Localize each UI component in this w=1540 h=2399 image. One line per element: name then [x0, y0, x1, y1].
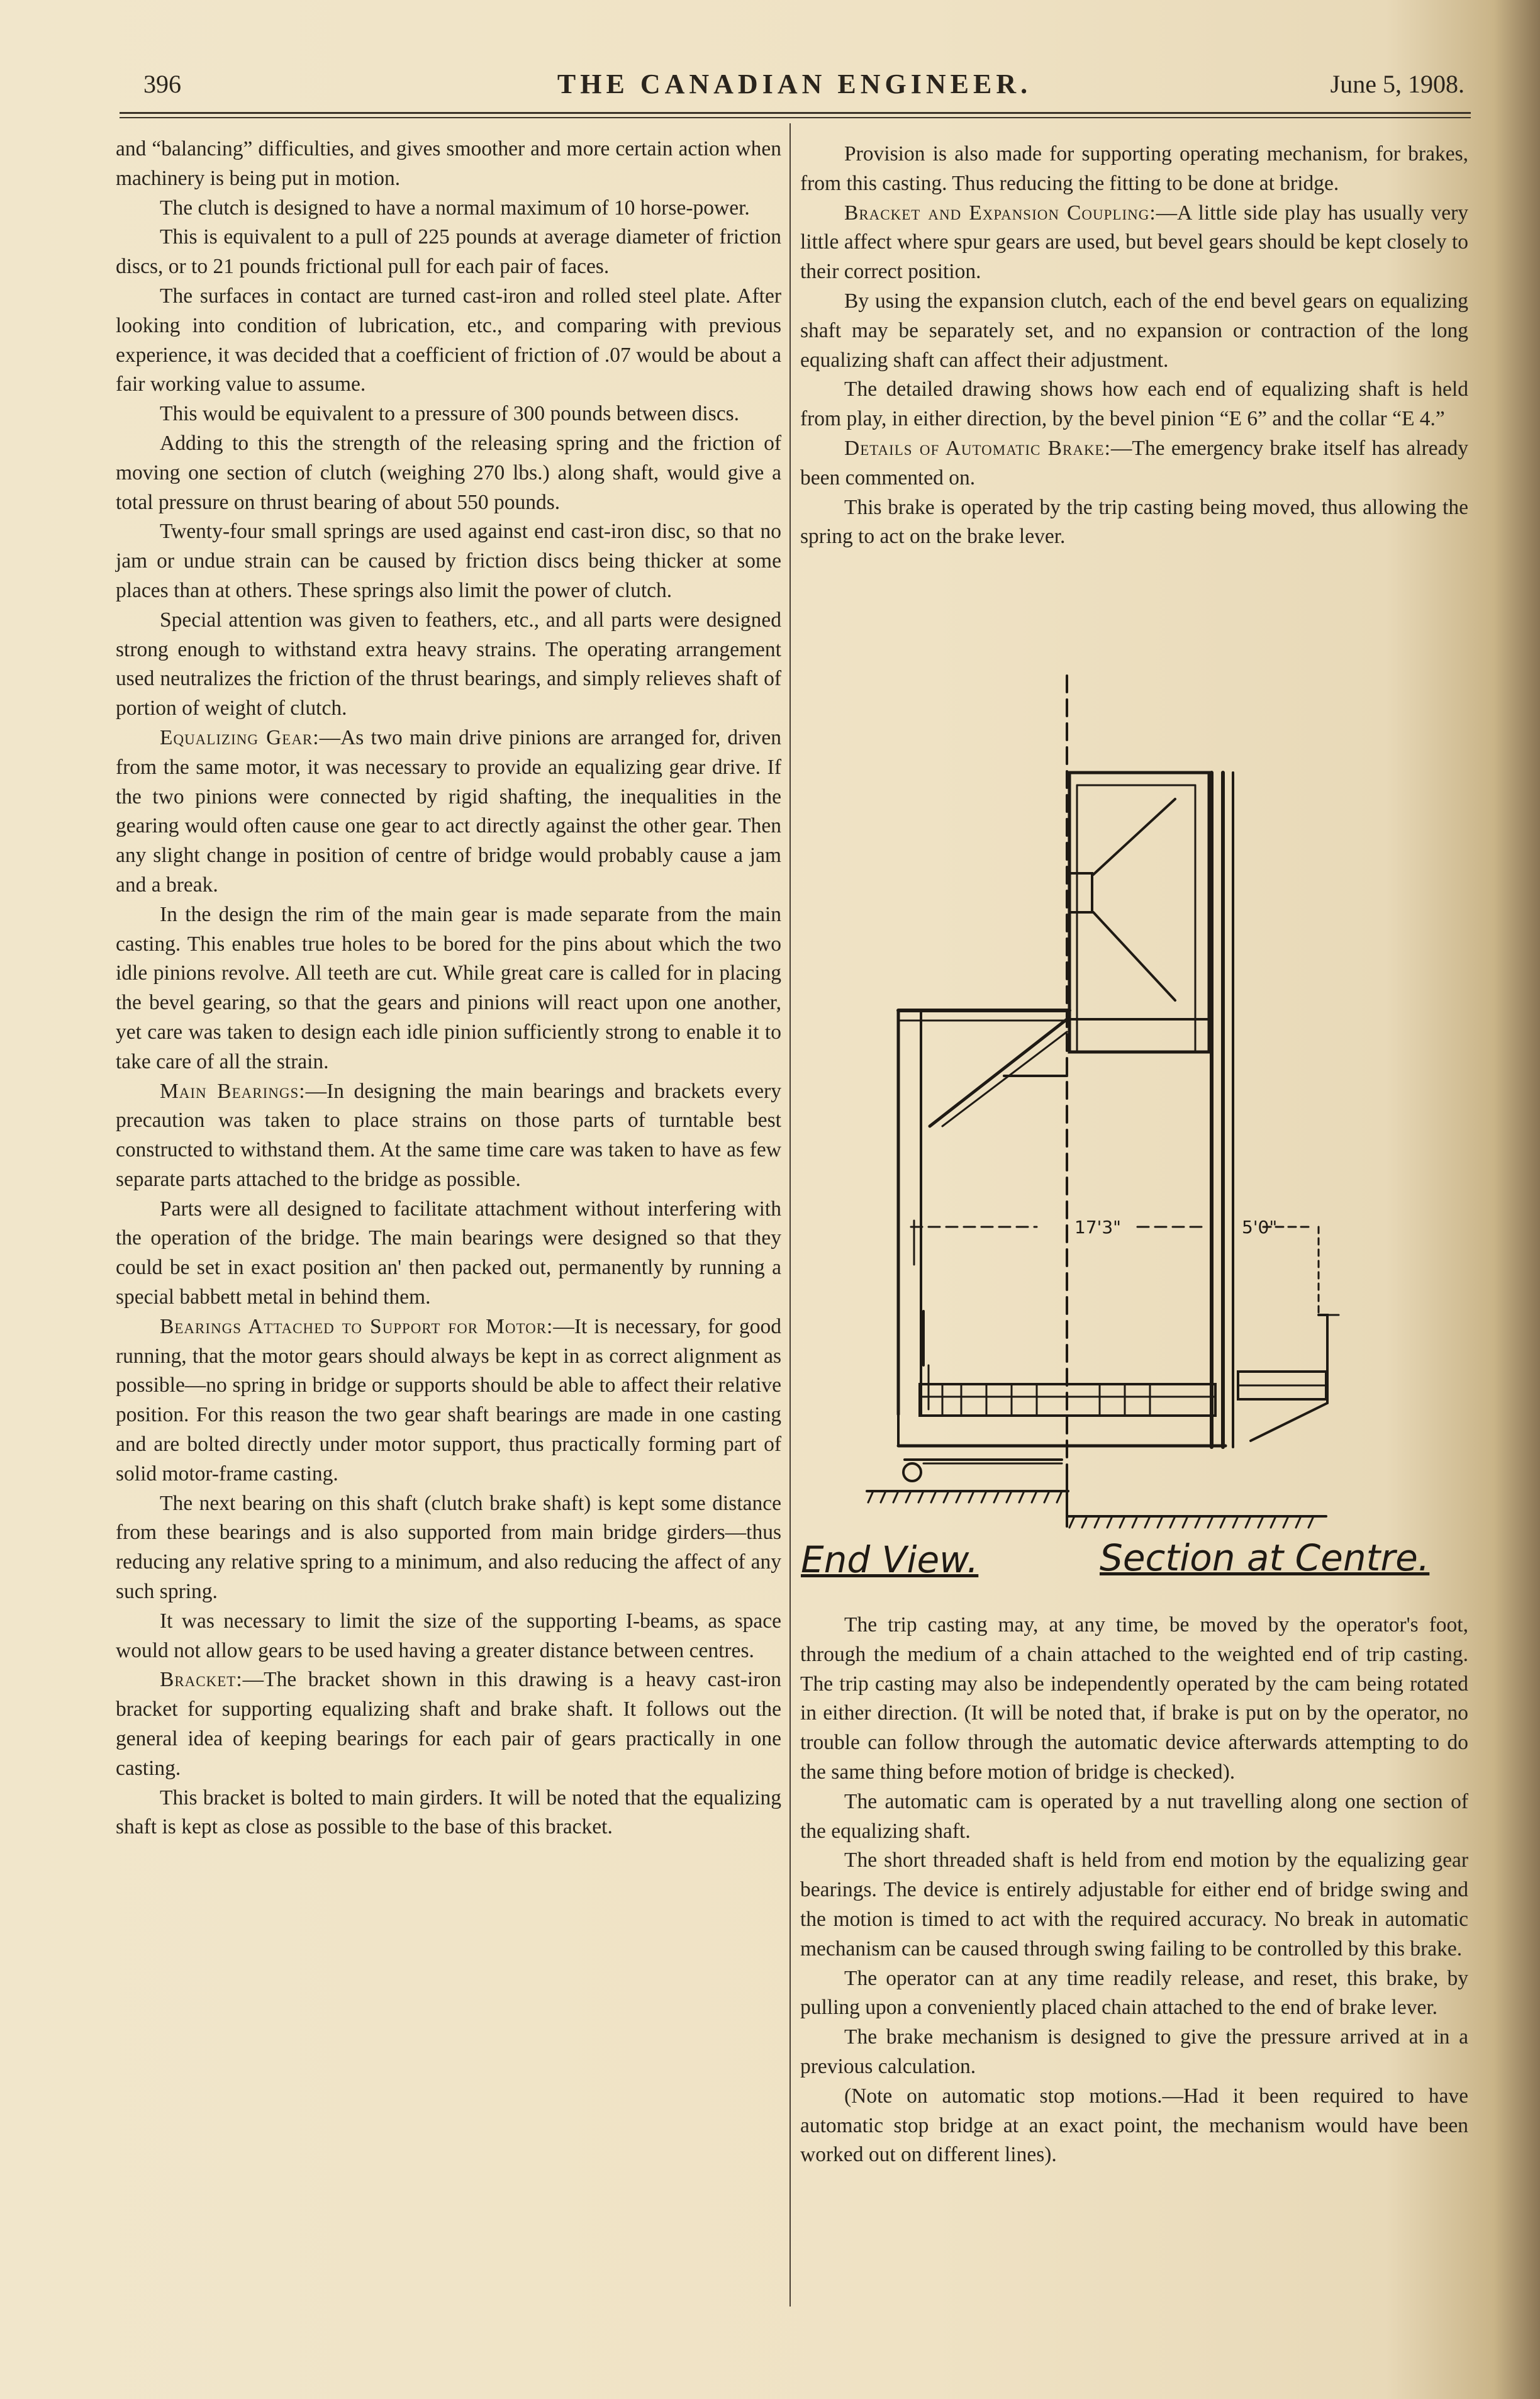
- paragraph-text: —A little side play has usually very little affect where spur gears are used, but bevel gears should be kept closely to their correct position.: [800, 201, 1468, 284]
- paragraph-text: This bracket is bolted to main girders. It will be noted that the equalizing shaft is kept as close as possible to the base of this bracket.: [116, 1786, 781, 1839]
- paragraph: [116, 1312, 781, 1489]
- page-number: 396: [143, 70, 181, 98]
- paragraph-text: —It is necessary, for good running, that the motor gears should always be kept in as correct alignment as possible—no spring in bridge or supports should be able to affect their relative position. For this reason the two gear shaft bearings are made in one casting and are bolted directly under motor support, thus practically forming part of solid motor-frame casting.: [116, 1314, 781, 1485]
- paragraph-text: The surfaces in contact are turned cast-iron and rolled steel plate. After looking into condition of lubrication, etc., and comparing with previous experience, it was decided that a coefficient of friction of .07 would be about a fair working value to assume.: [116, 284, 781, 396]
- paragraph: [800, 199, 1468, 287]
- paragraph: [800, 2082, 1468, 2170]
- issue-date: June 5, 1908.: [1330, 70, 1465, 98]
- paragraph: [116, 429, 781, 517]
- paragraph: [116, 1489, 781, 1607]
- paragraph-text: The next bearing on this shaft (clutch brake shaft) is kept some distance from these bearings and is also supported from main bridge girders—thus reducing any relative spring to a minimum, and also reducing the affect of any such spring.: [116, 1491, 781, 1604]
- end-view-section-figure: [798, 661, 1477, 1604]
- paragraph: [116, 1077, 781, 1195]
- right-column-bottom: [800, 1611, 1468, 2170]
- paragraph: [116, 282, 781, 400]
- paragraph: [800, 140, 1468, 199]
- paragraph-heading: Details of Automatic Brake:: [844, 436, 1111, 460]
- paragraph: [116, 1607, 781, 1666]
- paragraph: [116, 606, 781, 724]
- paragraph-text: The short threaded shaft is held from end motion by the equalizing gear bearings. The device is entirely adjustable for either end of bridge swing and the motion is timed to act with the required accuracy. No break in automatic mechanism can be caused through swing failing to be controlled by this brake.: [800, 1848, 1468, 1960]
- journal-title: THE CANADIAN ENGINEER.: [557, 69, 1032, 99]
- paragraph: [116, 135, 781, 194]
- paragraph: [116, 400, 781, 429]
- paragraph: [800, 1787, 1468, 1847]
- paragraph-text: The operator can at any time readily release, and reset, this brake, by pulling upon a conveniently placed chain attached to the end of brake lever.: [800, 1966, 1468, 2020]
- page-header: [118, 65, 1471, 103]
- svg-text:5'0": 5'0": [1242, 1217, 1278, 1238]
- paragraph-text: This would be equivalent to a pressure of 300 pounds between discs.: [160, 402, 740, 426]
- column-divider: [790, 123, 791, 2307]
- paragraph: [800, 1611, 1468, 1787]
- paragraph: [800, 287, 1468, 375]
- header-rule-secondary: [120, 117, 1471, 118]
- paragraph-text: (Note on automatic stop motions.—Had it been required to have automatic stop bridge at an exact point, the mechanism would have been worked out on different lines).: [800, 2084, 1468, 2167]
- paragraph-heading: Bearings Attached to Support for Motor:: [160, 1314, 554, 1338]
- paragraph-text: —The bracket shown in this drawing is a heavy cast-iron bracket for supporting equalizing shaft and brake shaft. It follows out the general idea of keeping bearings for each pair of gears practically in one casting.: [116, 1668, 781, 1780]
- paragraph-text: —The emergency brake itself has already been commented on.: [800, 436, 1468, 489]
- paragraph-text: Parts were all designed to facilitate attachment without interfering with the operation of the bridge. The main bearings were designed so that they could be set in exact position an' then packed out, permanently by running a special babbett metal in behind them.: [116, 1197, 781, 1309]
- paragraph-text: This is equivalent to a pull of 225 pounds at average diameter of friction discs, or to 21 pounds frictional pull for each pair of faces.: [116, 225, 781, 279]
- paragraph: [116, 1784, 781, 1843]
- paragraph-text: Adding to this the strength of the releasing spring and the friction of moving one section of clutch (weighing 270 lbs.) along shaft, would give a total pressure on thrust bearing of about 550 pounds.: [116, 431, 781, 514]
- paragraph-text: —In designing the main bearings and brackets every precaution was taken to place strains on those parts of turntable best constructed to withstand them. At the same time care was taken to have as few separate parts attached to the bridge as possible.: [116, 1079, 781, 1191]
- paragraph-text: The clutch is designed to have a normal maximum of 10 horse-power.: [160, 196, 750, 220]
- caption-section-at-centre: Section at Centre.: [1100, 1536, 1430, 1579]
- paragraph: [800, 375, 1468, 434]
- paragraph: [800, 2023, 1468, 2082]
- paragraph-text: Provision is also made for supporting operating mechanism, for brakes, from this casting. Thus reducing the fitting to be done at bridge.: [800, 142, 1468, 195]
- paragraph: [116, 194, 781, 223]
- paragraph: [116, 900, 781, 1077]
- paragraph-text: The brake mechanism is designed to give the pressure arrived at in a previous calculation.: [800, 2025, 1468, 2078]
- paragraph-heading: Bracket:: [160, 1668, 243, 1692]
- paragraph-text: In the design the rim of the main gear is made separate from the main casting. This enables true holes to be bored for the pins about which the two idle pinions revolve. All teeth are cut. While great care is called for in placing the bevel gearing, so that the gears and pinions will react upon one another, yet care was taken to design each idle pinion sufficiently strong to enable it to take care of all the strain.: [116, 902, 781, 1073]
- paragraph-heading: Bracket and Expansion Coupling:: [844, 201, 1156, 225]
- header-rule: [120, 112, 1471, 114]
- paragraph: [116, 1665, 781, 1783]
- paragraph-text: Special attention was given to feathers, etc., and all parts were designed strong enough to withstand extra heavy strains. The operating arrangement used neutralizes the friction of the thrust bearings, and simply relieves shaft of portion of weight of clutch.: [116, 608, 781, 720]
- paragraph: [800, 1846, 1468, 1964]
- right-column-top: [800, 140, 1468, 552]
- paragraph-text: The automatic cam is operated by a nut travelling along one section of the equalizing shaft.: [800, 1789, 1468, 1843]
- paragraph-heading: Equalizing Gear:: [160, 725, 320, 749]
- paragraph: [800, 493, 1468, 552]
- paragraph: [800, 434, 1468, 493]
- paragraph: [116, 724, 781, 900]
- svg-text:17'3": 17'3": [1074, 1217, 1122, 1238]
- paragraph-text: —As two main drive pinions are arranged for, driven from the same motor, it was necessary to provide an equalizing gear drive. If the two pinions were connected by rigid shafting, the inequalities in the gearing would often cause one gear to act directly against the other gear. Then any slight change in position of centre of bridge would probably cause a jam and a break.: [116, 725, 782, 897]
- paragraph: [116, 1195, 781, 1312]
- paragraph-text: and “balancing” difficulties, and gives smoother and more certain action when machinery is being put in motion.: [116, 137, 781, 190]
- paragraph-heading: Main Bearings:: [160, 1079, 306, 1103]
- paragraph-text: By using the expansion clutch, each of the end bevel gears on equalizing shaft may be separately set, and no expansion or contraction of the long equalizing shaft can affect their adjustment.: [800, 289, 1468, 372]
- paragraph-text: The detailed drawing shows how each end of equalizing shaft is held from play, in either direction, by the bevel pinion “E 6” and the collar “E 4.”: [800, 377, 1468, 431]
- paragraph: [116, 517, 781, 605]
- paragraph-text: It was necessary to limit the size of the supporting I-beams, as space would not allow gears to be used having a greater distance between centres.: [116, 1609, 781, 1662]
- paragraph-text: Twenty-four small springs are used against end cast-iron disc, so that no jam or undue strain can be caused by friction discs being thicker at some places than at others. These springs also limit the power of clutch.: [116, 520, 781, 602]
- paragraph-text: This brake is operated by the trip casting being moved, thus allowing the spring to act on the brake lever.: [800, 495, 1468, 549]
- caption-end-view: End View.: [801, 1538, 979, 1581]
- paragraph-text: The trip casting may, at any time, be moved by the operator's foot, through the medium of a chain attached to the weighted end of trip casting. The trip casting may also be independently operated by the cam being rotated in either direction. (It will be noted that, if brake is put on by the operator, no trouble can follow through the automatic device afterwards attempting to do the same thing before motion of bridge is checked).: [800, 1613, 1468, 1784]
- left-column: [116, 135, 781, 1842]
- paragraph: [116, 223, 781, 282]
- paragraph: [800, 1964, 1468, 2023]
- bridge-drawing: [798, 661, 1477, 1604]
